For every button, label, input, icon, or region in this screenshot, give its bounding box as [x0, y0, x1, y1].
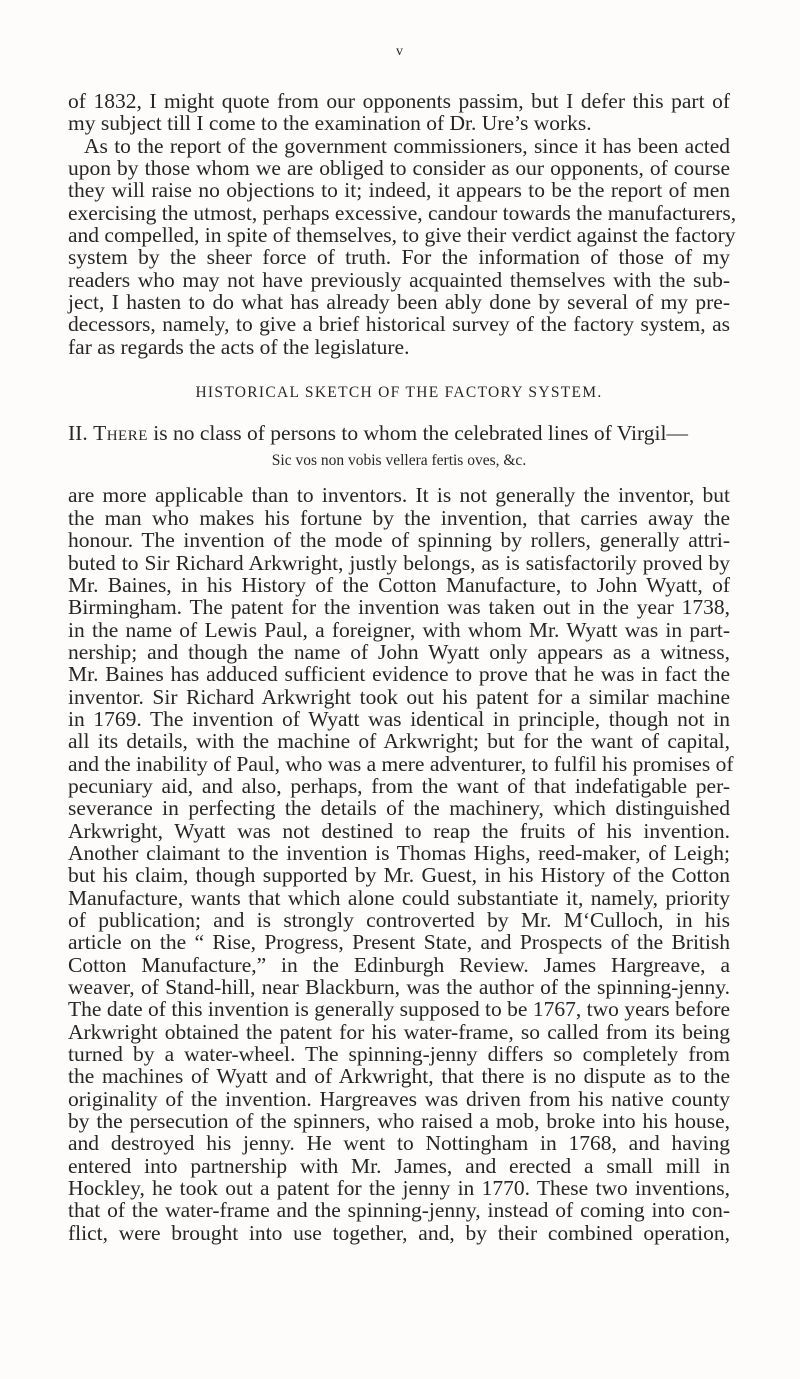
text-line: Hockley, he took out a patent for the jenny in 1770. These two inventions,	[68, 1176, 730, 1201]
text-line: far as regards the acts of the legislature.	[68, 334, 410, 359]
text-line: upon by those whom we are obliged to consider as our opponents, of course	[68, 156, 730, 181]
text-line: are more applicable than to inventors. It is not generally the inventor, but	[68, 483, 730, 508]
commissioners-paragraph	[68, 133, 737, 359]
text-line: and destroyed his jenny. He went to Nottingham in 1768, and having	[68, 1131, 730, 1156]
text-line: exercising the utmost, perhaps excessive, candour towards the manufacturers,	[68, 200, 737, 225]
text-line: pecuniary aid, and also, perhaps, from the want of that indefatigable per-	[68, 773, 730, 798]
section-heading: HISTORICAL SKETCH OF THE FACTORY SYSTEM.	[195, 384, 603, 402]
text-line: that of the water-frame and the spinning-jenny, instead of coming into con-	[68, 1198, 730, 1223]
text-line: and the inability of Paul, who was a mere adventurer, to fulfil his promises of	[68, 751, 734, 776]
text-line: honour. The invention of the mode of spinning by rollers, generally attri-	[68, 528, 730, 553]
text-line: system by the sheer force of truth. For the information of those of my	[68, 245, 730, 270]
text-line: in 1769. The invention of Wyatt was identical in principle, though not in	[68, 706, 730, 731]
text-line: originality of the invention. Hargreaves was driven from his native county	[68, 1086, 730, 1111]
text-line: turned by a water-wheel. The spinning-jenny differs so completely from	[68, 1042, 730, 1067]
text-line: Cotton Manufacture,” in the Edinburgh Review. James Hargreave, a	[68, 952, 730, 977]
text-line: my subject till I come to the examination of Dr. Ure’s works.	[68, 111, 592, 136]
text-line: Arkwright, Wyatt was not destined to reap the fruits of his invention.	[68, 818, 730, 843]
text-line: of publication; and is strongly controverted by Mr. M‘Culloch, in his	[68, 908, 730, 932]
text-line: all its details, with the machine of Arkwright; but for the want of capital,	[68, 729, 730, 754]
text-line: but his claim, though supported by Mr. Guest, in his History of the Cotton	[68, 863, 730, 888]
section-first-word: There	[93, 421, 148, 446]
text-line: article on the “ Rise, Progress, Present State, and Prospects of the British	[68, 930, 730, 955]
section-first-line-rest: is no class of persons to whom the celebrated lines of Virgil—	[153, 421, 688, 446]
text-line: Mr. Baines has adduced sufficient evidence to prove that he was in fact the	[68, 662, 730, 687]
text-line: decessors, namely, to give a brief historical survey of the factory system, as	[68, 312, 730, 337]
text-line: inventor. Sir Richard Arkwright took out his patent for a similar machine	[68, 684, 730, 709]
text-line: buted to Sir Richard Arkwright, justly belongs, as is satisfactorily proved by	[68, 550, 730, 575]
text-line: ject, I hasten to do what has already been ably done by several of my pre-	[68, 290, 730, 315]
text-line: The date of this invention is generally supposed to be 1767, two years before	[68, 997, 730, 1022]
text-column	[68, 89, 737, 1245]
text-line: in the name of Lewis Paul, a foreigner, with whom Mr. Wyatt was in part-	[68, 617, 730, 642]
text-line: Another claimant to the invention is Thomas Highs, reed-maker, of Leigh;	[68, 840, 730, 865]
opening-paragraph	[68, 90, 730, 135]
text-line: severance in perfecting the details of the machinery, which distinguished	[68, 796, 730, 821]
text-line: Arkwright obtained the patent for his water-frame, so called from its being	[68, 1019, 730, 1044]
text-line: flict, were brought into use together, and, by their combined operation,	[68, 1220, 730, 1245]
text-line: Birmingham. The patent for the invention was taken out in the year 1738,	[68, 595, 730, 620]
text-line: Mr. Baines, in his History of the Cotton Manufacture, to John Wyatt, of	[68, 572, 730, 597]
text-line: weaver, of Stand-hill, near Blackburn, was the author of the spinning-jenny.	[68, 975, 730, 1000]
section-first-line	[68, 422, 730, 444]
text-line: entered into partnership with Mr. James, and erected a small mill in	[68, 1153, 730, 1178]
text-line: As to the report of the government commissioners, since it has been acted	[84, 133, 730, 158]
text-line: nership; and though the name of John Wyatt only appears as a witness,	[68, 639, 730, 664]
inventors-paragraph	[68, 483, 734, 1245]
section-number: II.	[68, 421, 88, 446]
text-line: the machines of Wyatt and of Arkwright, that there is no dispute as to the	[68, 1064, 730, 1089]
virgil-quote: Sic vos non vobis vellera fertis oves, &c.	[271, 452, 527, 470]
text-line: by the persecution of the spinners, who raised a mob, broke into his house,	[68, 1109, 730, 1134]
page-number: v	[396, 44, 404, 59]
text-line: the man who makes his fortune by the invention, that carries away the	[68, 505, 730, 530]
text-line: they will raise no objections to it; indeed, it appears to be the report of men	[68, 178, 730, 203]
text-line: of 1832, I might quote from our opponents passim, but I defer this part of	[68, 89, 730, 113]
text-line: Manufacture, wants that which alone could substantiate it, namely, priority	[68, 885, 730, 910]
text-line: and compelled, in spite of themselves, to give their verdict against the factory	[68, 223, 736, 248]
text-line: readers who may not have previously acquainted themselves with the sub-	[68, 267, 730, 292]
